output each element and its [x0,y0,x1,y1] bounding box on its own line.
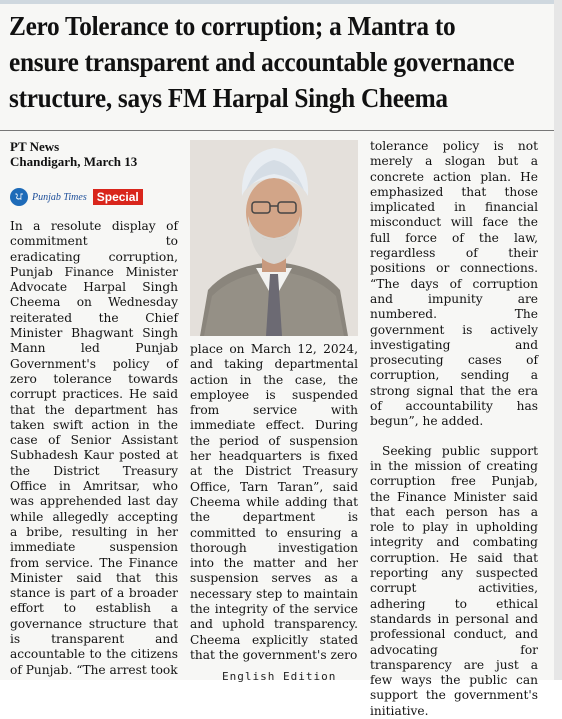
edition-footer: English Edition [222,670,337,683]
article-text-col3b: Seeking public support in the mission of creating corruption free Punjab, the Finance Minister said that each person has a role to play in upholding integrity and combating corruption. He said that reporting any suspected corrupt activities, adhering to ethical standards in personal and professional conduct, and advocating for transparency are just a few ways the public can support the government's initiative. [370,443,538,718]
headline-line-3: structure, says FM Harpal Singh Cheema [9,82,448,113]
article-column-3 [370,139,538,719]
page-edge [554,0,562,680]
byline-agency: PT News [10,139,60,154]
logo-text: Punjab Times [32,191,87,203]
special-badge-row [10,188,178,206]
headline-line-2: ensure transparent and accountable governance [9,46,515,77]
punjab-times-logo-icon: ਪ [10,188,28,206]
headline [9,8,515,116]
article-column-1 [10,219,178,678]
top-border [0,0,562,4]
article-text-col3a: tolerance policy is not merely a slogan but a concrete action plan. He emphasized that those implicated in financial misconduct will face the full force of the law, regardless of their positions or connections. “The days of corruption and impunity are numbered. The government is actively investigating and prosecuting cases of corruption, sending a strong signal that the era of accountability has begun”, he added. [370,139,538,429]
byline [10,139,137,169]
article-text-col2: place on March 12, 2024, and taking departmental action in the case, the employee is suspended from service with immediate effect. During the period of suspension her headquarters is fixed at the District Treasury Office, Tarn Taran”, said Cheema while adding that the department is committed to ensuring a thorough investigation into the matter and her suspension serves as a necessary step to maintain the integrity of the service and uphold transparency. Cheema explicitly stated that the government's zero [190,342,358,662]
minister-photo [190,140,358,336]
special-badge: Special [93,189,143,205]
article-column-2 [190,342,358,663]
headline-line-1: Zero Tolerance to corruption; a Mantra to [9,10,456,41]
byline-dateline: Chandigarh, March 13 [10,154,138,169]
article-text-col1: In a resolute display of commitment to eradicating corruption, Punjab Finance Minister Advocate Harpal Singh Cheema on Wednesday reiterated the Chief Minister Bhagwant Singh Mann led Punjab Government's policy of zero tolerance towards corrupt practices. He said that the department has taken swift action in the case of Senior Assistant Subhadesh Kaur posted at the District Treasury Office in Amritsar, who was apprehended last day while allegedly accepting a bribe, resulting in her immediate suspension from service. The Finance Minister said that this stance is part of a broader effort to establish a governance structure that is transparent and accountable to the citizens of Punjab. “The arrest took [10,219,178,677]
portrait-image [190,140,358,336]
headline-divider [0,130,562,131]
